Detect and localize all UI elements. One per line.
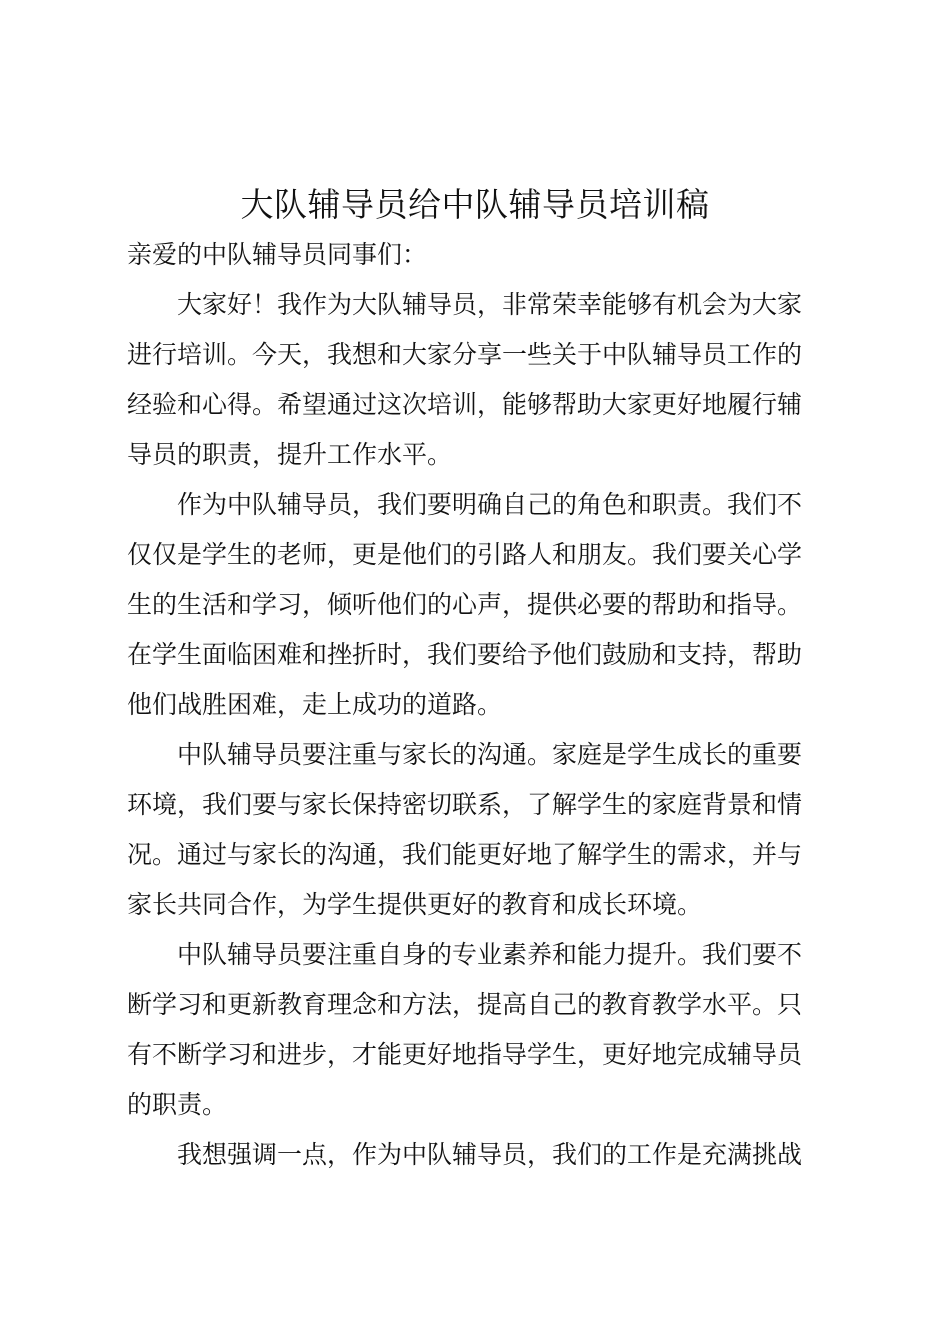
paragraph-line: 进行培训。今天，我想和大家分享一些关于中队辅导员工作的 xyxy=(127,340,803,369)
paragraph-line: 我想强调一点，作为中队辅导员，我们的工作是充满挑战 xyxy=(177,1140,803,1169)
paragraph-line: 中队辅导员要注重与家长的沟通。家庭是学生成长的重要 xyxy=(177,740,803,769)
paragraph-2 xyxy=(127,480,833,730)
paragraph-line: 环境，我们要与家长保持密切联系，了解学生的家庭背景和情 xyxy=(127,790,803,819)
paragraph-1 xyxy=(127,280,833,480)
paragraph-line: 作为中队辅导员，我们要明确自己的角色和职责。我们不 xyxy=(177,490,803,519)
paragraph-4 xyxy=(127,930,833,1130)
document-title: 大队辅导员给中队辅导员培训稿 xyxy=(240,185,710,224)
paragraph-line: 况。通过与家长的沟通，我们能更好地了解学生的需求，并与 xyxy=(127,840,803,869)
paragraph-line: 导员的职责，提升工作水平。 xyxy=(127,440,453,469)
paragraph-line: 的职责。 xyxy=(127,1090,228,1119)
paragraph-line: 仅仅是学生的老师，更是他们的引路人和朋友。我们要关心学 xyxy=(127,540,803,569)
paragraph-line: 在学生面临困难和挫折时，我们要给予他们鼓励和支持，帮助 xyxy=(127,640,803,669)
greeting-line: 亲爱的中队辅导员同事们： xyxy=(127,240,428,269)
paragraph-line: 家长共同合作，为学生提供更好的教育和成长环境。 xyxy=(127,890,703,919)
paragraph-line: 有不断学习和进步，才能更好地指导学生，更好地完成辅导员 xyxy=(127,1040,803,1069)
paragraph-line: 经验和心得。希望通过这次培训，能够帮助大家更好地履行辅 xyxy=(127,390,803,419)
paragraph-3 xyxy=(127,730,833,930)
paragraph-line: 中队辅导员要注重自身的专业素养和能力提升。我们要不 xyxy=(177,940,803,969)
paragraph-line: 断学习和更新教育理念和方法，提高自己的教育教学水平。只 xyxy=(127,990,803,1019)
document-body xyxy=(127,280,833,1180)
paragraph-line: 他们战胜困难，走上成功的道路。 xyxy=(127,690,503,719)
paragraph-line: 大家好！我作为大队辅导员，非常荣幸能够有机会为大家 xyxy=(177,290,803,319)
paragraph-5 xyxy=(127,1130,833,1180)
paragraph-line: 生的生活和学习，倾听他们的心声，提供必要的帮助和指导。 xyxy=(127,590,803,619)
